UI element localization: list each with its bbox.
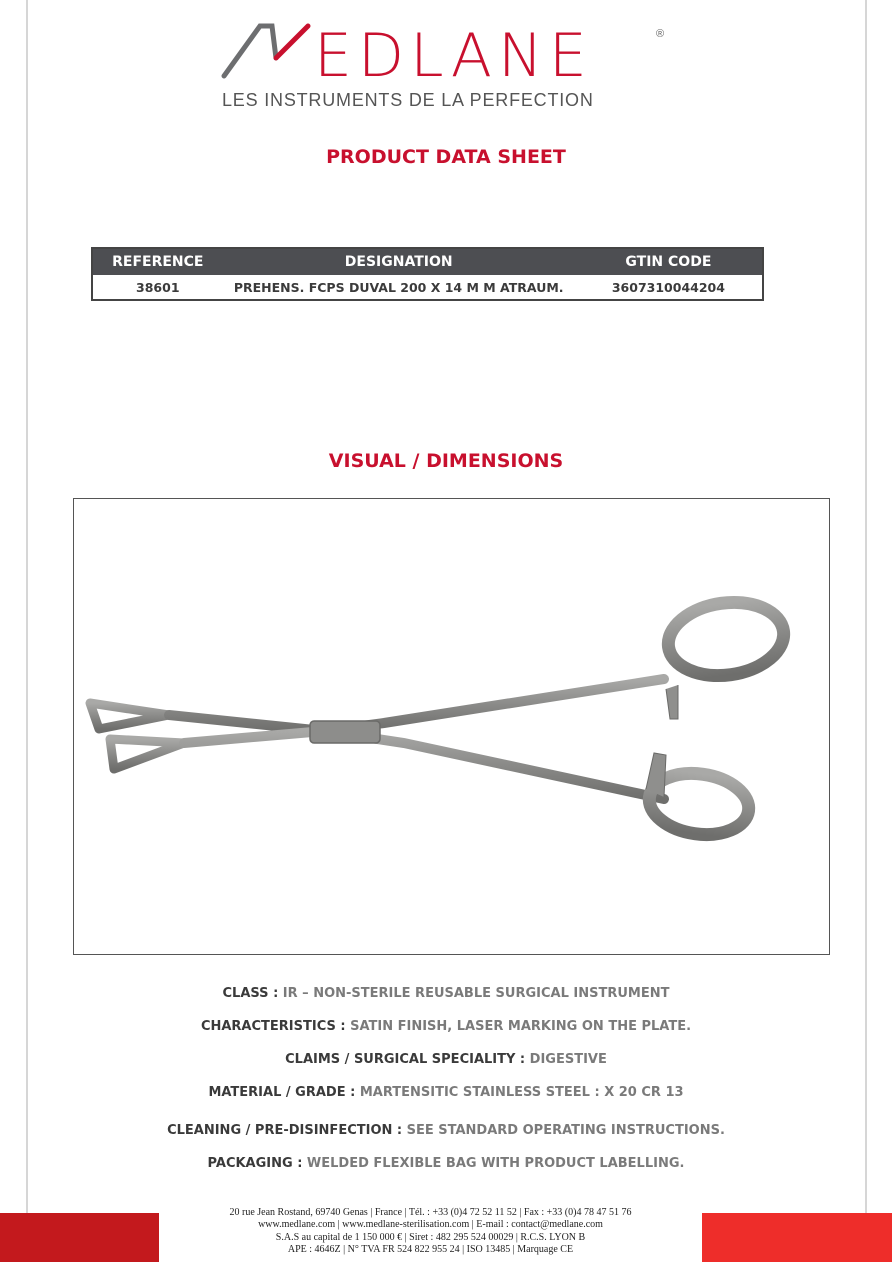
spec-cleaning-value: SEE STANDARD OPERATING INSTRUCTIONS. (402, 1123, 725, 1138)
header-gtin: GTIN CODE (575, 248, 763, 275)
right-border-line (865, 0, 867, 1262)
spec-claims (0, 1052, 892, 1067)
header-reference: REFERENCE (92, 248, 223, 275)
spec-claims-label: CLAIMS / SURGICAL SPECIALITY : (285, 1052, 526, 1067)
spec-material (0, 1085, 892, 1100)
spec-packaging-label: PACKAGING : (207, 1156, 303, 1171)
footer-red-bar-right (702, 1213, 892, 1262)
footer-address: 20 rue Jean Rostand, 69740 Genas | France | Tél. : +33 (0)4 72 52 11 52 | Fax : +33 (0)4 78 47 51 76 (229, 1207, 632, 1218)
spec-packaging-value: WELDED FLEXIBLE BAG WITH PRODUCT LABELLING. (302, 1156, 685, 1171)
table-header-row (92, 248, 763, 275)
product-table (91, 247, 764, 301)
spec-characteristics-value: SATIN FINISH, LASER MARKING ON THE PLATE. (345, 1019, 692, 1034)
cell-designation: PREHENS. FCPS DUVAL 200 X 14 M M ATRAUM. (233, 279, 564, 295)
footer-red-bar-left (0, 1213, 159, 1262)
visual-dimensions-title: VISUAL / DIMENSIONS (328, 450, 564, 472)
spec-class (0, 986, 892, 1001)
footer-registration: APE : 4646Z | N° TVA FR 524 822 955 24 | ISO 13485 | Marquage CE (287, 1244, 574, 1256)
forceps-illustration (74, 499, 829, 954)
table-row (92, 275, 763, 300)
spec-characteristics (0, 1019, 892, 1034)
spec-cleaning-label: CLEANING / PRE-DISINFECTION : (167, 1123, 403, 1138)
brand-tagline: LES INSTRUMENTS DE LA PERFECTION (222, 90, 594, 110)
product-data-sheet-title: PRODUCT DATA SHEET (326, 146, 566, 168)
spec-class-label: CLASS : (222, 986, 279, 1001)
spec-material-label: MATERIAL / GRADE : (208, 1085, 356, 1100)
registered-mark: ® (656, 28, 665, 40)
left-border-line (26, 0, 28, 1262)
spec-class-value: IR – NON-STERILE REUSABLE SURGICAL INSTRUMENT (278, 986, 670, 1001)
footer-company-info: S.A.S au capital de 1 150 000 € | Siret : 482 295 524 00029 | R.C.S. LYON B (275, 1231, 586, 1243)
spec-claims-value: DIGESTIVE (525, 1052, 607, 1067)
cell-gtin: 3607310044204 (611, 279, 725, 295)
spec-packaging (0, 1156, 892, 1171)
footer-web-links: www.medlane.com | www.medlane-sterilisation.com | E-mail : contact@medlane.com (258, 1219, 603, 1231)
product-image-frame (73, 498, 830, 955)
logo-wordmark: EDLANE (314, 21, 593, 91)
spec-cleaning (0, 1123, 892, 1138)
spec-characteristics-label: CHARACTERISTICS : (200, 1019, 346, 1034)
header-designation: DESIGNATION (223, 248, 575, 275)
spec-material-value: MARTENSITIC STAINLESS STEEL : X 20 CR 13 (355, 1085, 684, 1100)
company-footer (160, 1207, 701, 1257)
cell-reference: 38601 (136, 279, 180, 295)
